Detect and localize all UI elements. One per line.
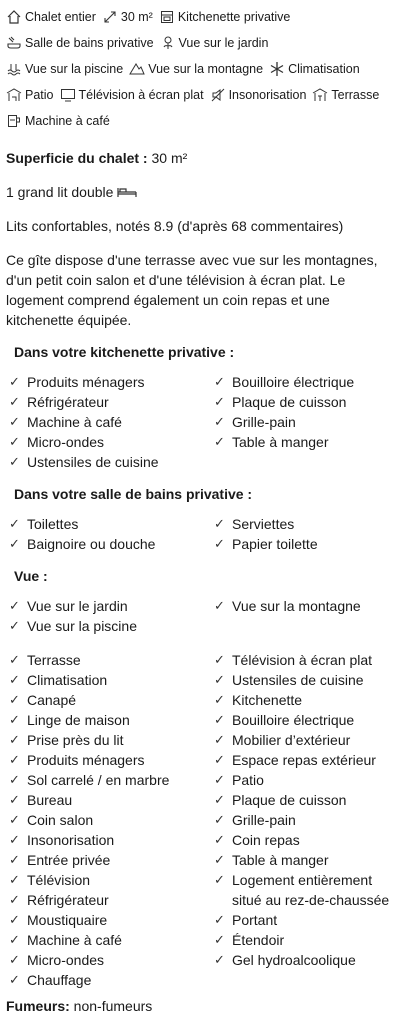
checkmark-icon: ✓ xyxy=(214,374,225,389)
list-item xyxy=(9,372,214,392)
checkmark-icon: ✓ xyxy=(214,536,225,551)
checkmark-icon: ✓ xyxy=(214,712,225,727)
list-item xyxy=(9,710,214,730)
list-item xyxy=(9,890,214,910)
facility-item xyxy=(129,56,263,82)
list-item xyxy=(214,710,404,730)
list-item xyxy=(9,670,214,690)
checkmark-icon: ✓ xyxy=(9,414,20,429)
checkmark-icon: ✓ xyxy=(9,752,20,767)
list-item-label: Plaque de cuisson xyxy=(232,792,347,808)
checkmark-icon: ✓ xyxy=(214,414,225,429)
list-item xyxy=(214,910,404,930)
room-size xyxy=(6,148,401,168)
list-item xyxy=(9,750,214,770)
list-item xyxy=(9,790,214,810)
list-item-label: Coin repas xyxy=(232,832,300,848)
list-item-label: Portant xyxy=(232,912,278,928)
facility-item xyxy=(60,82,204,108)
bed-rating: Lits confortables, notés 8.9 (d'après 68 commentaires) xyxy=(6,218,344,234)
list-item xyxy=(9,392,214,412)
list-item xyxy=(214,534,404,554)
list-item xyxy=(9,452,214,472)
bed-icon xyxy=(117,186,137,198)
list-item xyxy=(214,950,404,970)
checkmark-icon: ✓ xyxy=(214,394,225,409)
mountain-icon xyxy=(129,61,145,77)
facility-item xyxy=(6,4,96,30)
facility-label: Télévision à écran plat xyxy=(78,88,204,102)
list-item-label: Grille-pain xyxy=(232,812,296,828)
checkmark-icon: ✓ xyxy=(9,692,20,707)
checkmark-icon: ✓ xyxy=(9,932,20,947)
list-item xyxy=(9,810,214,830)
list-item-label: Sol carrelé / en marbre xyxy=(27,772,170,788)
list-item-label: Espace repas extérieur xyxy=(232,752,376,768)
facility-label: Kitchenette privative xyxy=(177,10,291,24)
list-item-label: Table à manger xyxy=(232,852,329,868)
list-item xyxy=(9,730,214,750)
smoking-value: non-fumeurs xyxy=(69,998,153,1014)
facility-item xyxy=(6,82,54,108)
checkmark-icon: ✓ xyxy=(9,872,20,887)
list-item-label: Ustensiles de cuisine xyxy=(232,672,364,688)
list-item-label: Plaque de cuisson xyxy=(232,394,347,410)
checkmark-icon: ✓ xyxy=(214,672,225,687)
checkmark-icon: ✓ xyxy=(9,434,20,449)
facility-label: Vue sur la piscine xyxy=(25,62,124,76)
facility-item xyxy=(312,82,379,108)
checkmark-icon: ✓ xyxy=(9,536,20,551)
checkmark-icon: ✓ xyxy=(9,672,20,687)
list-item-label: Coin salon xyxy=(27,812,94,828)
list-item-label: Canapé xyxy=(27,692,77,708)
list-item-label: Gel hydroalcoolique xyxy=(232,952,356,968)
patio-icon xyxy=(6,87,22,103)
list-item xyxy=(214,850,404,870)
view-heading: Vue : xyxy=(14,568,48,584)
kitchen-icon xyxy=(159,9,175,25)
room-description: Ce gîte dispose d'une terrasse avec vue sur les montagnes, d'un petit coin salon et d'une télévision à écran plat. Le logement comprend également un coin repas et une kitchenette équipée. xyxy=(6,252,378,328)
list-item xyxy=(214,790,404,810)
list-item xyxy=(9,870,214,890)
list-item xyxy=(214,870,404,910)
checkmark-icon: ✓ xyxy=(214,872,225,887)
list-item xyxy=(9,616,214,636)
kitchen-heading: Dans votre kitchenette privative : xyxy=(14,344,235,360)
list-item xyxy=(9,910,214,930)
facility-item xyxy=(159,4,291,30)
list-item xyxy=(9,950,214,970)
bathroom-heading: Dans votre salle de bains privative : xyxy=(14,486,253,502)
list-item xyxy=(214,412,404,432)
checkmark-icon: ✓ xyxy=(214,516,225,531)
facility-item xyxy=(160,30,269,56)
checkmark-icon: ✓ xyxy=(214,732,225,747)
list-item-label: Kitchenette xyxy=(232,692,303,708)
checkmark-icon: ✓ xyxy=(9,972,20,987)
checkmark-icon: ✓ xyxy=(9,374,20,389)
checkmark-icon: ✓ xyxy=(214,598,225,613)
bed-label: 1 grand lit double xyxy=(6,184,114,200)
checkmark-icon: ✓ xyxy=(214,752,225,767)
list-item-label: Prise près du lit xyxy=(27,732,124,748)
list-item xyxy=(214,750,404,770)
list-item-label: Baignoire ou douche xyxy=(27,536,156,552)
list-item-label: Télévision xyxy=(27,872,91,888)
checkmark-icon: ✓ xyxy=(214,652,225,667)
facility-label: Insonorisation xyxy=(228,88,307,102)
tv-icon xyxy=(60,87,76,103)
list-item xyxy=(214,730,404,750)
bathroom-list xyxy=(9,514,401,554)
list-item-label: Grille-pain xyxy=(232,414,296,430)
list-item-label: Bouilloire électrique xyxy=(232,374,355,390)
list-item-label: Patio xyxy=(232,772,264,788)
list-item-label: Toilettes xyxy=(27,516,79,532)
facility-item xyxy=(210,82,307,108)
list-item-label: Entrée privée xyxy=(27,852,111,868)
list-item xyxy=(9,650,214,670)
facility-item xyxy=(102,4,153,30)
facility-label: Salle de bains privative xyxy=(25,36,154,50)
checkmark-icon: ✓ xyxy=(9,598,20,613)
list-item-label: Linge de maison xyxy=(27,712,130,728)
terrace-icon xyxy=(312,87,328,103)
checkmark-icon: ✓ xyxy=(214,812,225,827)
list-item xyxy=(214,810,404,830)
list-item-label: Télévision à écran plat xyxy=(232,652,373,668)
view-list xyxy=(9,596,401,636)
checkmark-icon: ✓ xyxy=(214,952,225,967)
list-item-label: Moustiquaire xyxy=(27,912,108,928)
list-item-label: Insonorisation xyxy=(27,832,115,848)
facility-label: Machine à café xyxy=(25,114,110,128)
checkmark-icon: ✓ xyxy=(9,812,20,827)
list-item-label: Serviettes xyxy=(232,516,295,532)
pool-icon xyxy=(6,61,22,77)
facility-item xyxy=(6,56,123,82)
list-item xyxy=(214,432,404,452)
list-item xyxy=(9,514,214,534)
facility-item xyxy=(6,108,110,134)
list-item-label: Terrasse xyxy=(27,652,81,668)
list-item-label: Ustensiles de cuisine xyxy=(27,454,159,470)
size-icon xyxy=(102,9,118,25)
checkmark-icon: ✓ xyxy=(214,434,225,449)
list-item-label: Réfrigérateur xyxy=(27,394,109,410)
checkmark-icon: ✓ xyxy=(9,454,20,469)
checkmark-icon: ✓ xyxy=(9,516,20,531)
facility-label: Chalet entier xyxy=(25,10,96,24)
list-item-label: Logement entièrement situé au rez-de-chaussée xyxy=(232,872,390,908)
facility-list xyxy=(6,4,401,134)
list-item-label: Chauffage xyxy=(27,972,92,988)
checkmark-icon: ✓ xyxy=(9,832,20,847)
checkmark-icon: ✓ xyxy=(9,652,20,667)
list-item xyxy=(9,690,214,710)
list-item xyxy=(9,432,214,452)
list-item xyxy=(214,930,404,950)
list-item-label: Machine à café xyxy=(27,932,122,948)
checkmark-icon: ✓ xyxy=(214,792,225,807)
list-item xyxy=(214,830,404,850)
list-item xyxy=(214,372,404,392)
list-item xyxy=(214,770,404,790)
checkmark-icon: ✓ xyxy=(214,692,225,707)
facility-label: 30 m² xyxy=(120,10,153,24)
list-item-label: Climatisation xyxy=(27,672,108,688)
checkmark-icon: ✓ xyxy=(9,618,20,633)
checkmark-icon: ✓ xyxy=(9,394,20,409)
list-item-label: Mobilier d’extérieur xyxy=(232,732,351,748)
checkmark-icon: ✓ xyxy=(214,772,225,787)
checkmark-icon: ✓ xyxy=(214,912,225,927)
room-size-value: 30 m² xyxy=(147,150,188,166)
list-item-label: Vue sur le jardin xyxy=(27,598,128,614)
flower-icon xyxy=(160,35,176,51)
checkmark-icon: ✓ xyxy=(9,732,20,747)
list-item xyxy=(214,392,404,412)
list-item-label: Bureau xyxy=(27,792,73,808)
list-item xyxy=(9,534,214,554)
facility-label: Terrasse xyxy=(331,88,380,102)
facility-label: Patio xyxy=(25,88,54,102)
kitchen-list xyxy=(9,372,401,472)
checkmark-icon: ✓ xyxy=(9,852,20,867)
list-item-label: Table à manger xyxy=(232,434,329,450)
checkmark-icon: ✓ xyxy=(9,792,20,807)
checkmark-icon: ✓ xyxy=(9,912,20,927)
list-item xyxy=(9,850,214,870)
checkmark-icon: ✓ xyxy=(214,932,225,947)
checkmark-icon: ✓ xyxy=(9,712,20,727)
smoking-label: Fumeurs: xyxy=(6,998,70,1014)
list-item-label: Vue sur la montagne xyxy=(232,598,361,614)
list-item xyxy=(214,690,404,710)
list-item xyxy=(9,930,214,950)
list-item-label: Bouilloire électrique xyxy=(232,712,355,728)
facility-item xyxy=(6,30,154,56)
checkmark-icon: ✓ xyxy=(9,952,20,967)
bed-info xyxy=(6,182,401,202)
checkmark-icon: ✓ xyxy=(9,892,20,907)
checkmark-icon: ✓ xyxy=(9,772,20,787)
smoking-policy xyxy=(6,998,401,1014)
list-item xyxy=(214,650,404,670)
checkmark-icon: ✓ xyxy=(214,852,225,867)
checkmark-icon: ✓ xyxy=(214,832,225,847)
list-item-label: Produits ménagers xyxy=(27,374,145,390)
list-item xyxy=(9,970,214,990)
list-item-label: Vue sur la piscine xyxy=(27,618,137,634)
list-item xyxy=(9,596,214,616)
snowflake-icon xyxy=(269,61,285,77)
list-item-label: Papier toilette xyxy=(232,536,318,552)
list-item-label: Micro-ondes xyxy=(27,952,105,968)
facility-label: Climatisation xyxy=(288,62,360,76)
amenities-list xyxy=(9,650,401,990)
house-icon xyxy=(6,9,22,25)
list-item xyxy=(214,670,404,690)
facility-label: Vue sur la montagne xyxy=(148,62,264,76)
list-item xyxy=(214,596,404,616)
list-item-label: Réfrigérateur xyxy=(27,892,109,908)
list-item-label: Étendoir xyxy=(232,932,285,948)
list-item xyxy=(9,830,214,850)
facility-item xyxy=(269,56,360,82)
list-item-label: Produits ménagers xyxy=(27,752,145,768)
bath-icon xyxy=(6,35,22,51)
mute-icon xyxy=(210,87,226,103)
facility-label: Vue sur le jardin xyxy=(178,36,269,50)
list-item xyxy=(9,412,214,432)
room-size-label: Superficie du chalet : xyxy=(6,150,148,166)
list-item-label: Micro-ondes xyxy=(27,434,105,450)
coffee-icon xyxy=(6,113,22,129)
list-item xyxy=(9,770,214,790)
list-item xyxy=(214,514,404,534)
list-item-label: Machine à café xyxy=(27,414,122,430)
